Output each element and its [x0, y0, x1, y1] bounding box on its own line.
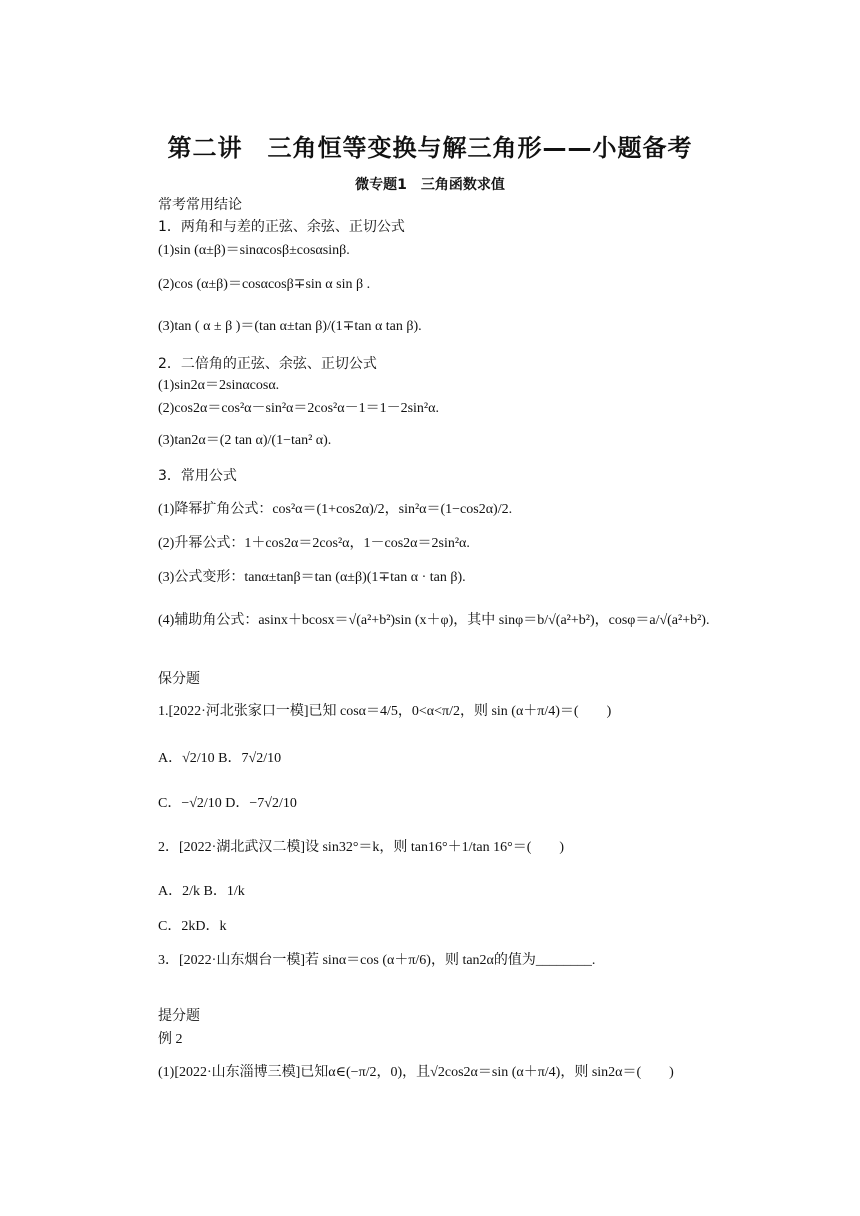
question-1: 1.[2022·河北张家口一模]已知 cosα＝4/5，0<α<π/2，则 sin (α＋π/4)＝( )	[158, 704, 612, 719]
heading-1: 1．两角和与差的正弦、余弦、正切公式	[158, 219, 405, 235]
question-1-options-ab: A．√2/10 B．7√2/10	[158, 751, 282, 766]
formula-10: (4)辅助角公式：asinx＋bcosx＝√(a²+b²)sin (x＋φ)，其中 sinφ＝b/√(a²+b²)，cosφ＝a/√(a²+b²).	[158, 613, 710, 628]
formula-5: (2)cos2α＝cos²α－sin²α＝2cos²α－1＝1－2sin²α.	[158, 401, 439, 416]
heading-2: 2．二倍角的正弦、余弦、正切公式	[158, 356, 377, 372]
formula-2: (2)cos (α±β)＝cosαcosβ∓sin α sin β .	[158, 277, 371, 292]
heading-3: 3．常用公式	[158, 468, 237, 484]
formula-3: (3)tan ( α ± β )＝(tan α±tan β)/(1∓tan α tan β).	[158, 319, 422, 334]
question-1-options-cd: C．−√2/10 D．−7√2/10	[158, 796, 297, 811]
section-basic: 保分题	[158, 671, 200, 687]
question-4: (1)[2022·山东淄博三模]已知α∈(−π/2，0)，且√2cos2α＝sin (α＋π/4)，则 sin2α＝( )	[158, 1065, 674, 1080]
formula-7: (1)降幂扩角公式：cos²α＝(1+cos2α)/2，sin²α＝(1−cos2α)/2.	[158, 502, 513, 517]
section-advanced: 提分题	[158, 1008, 200, 1024]
formula-1: (1)sin (α±β)＝sinαcosβ±cosαsinβ.	[158, 243, 350, 258]
section-common: 常考常用结论	[158, 197, 242, 213]
page-title: 第二讲 三角恒等变换与解三角形——小题备考	[167, 134, 693, 162]
formula-4: (1)sin2α＝2sinαcosα.	[158, 378, 280, 393]
formula-8: (2)升幂公式：1＋cos2α＝2cos²α，1－cos2α＝2sin²α.	[158, 536, 470, 551]
question-2-options-cd: C．2kD．k	[158, 919, 227, 934]
formula-6: (3)tan2α＝(2 tan α)/(1−tan² α).	[158, 433, 332, 448]
example-label: 例 2	[158, 1032, 183, 1047]
question-2: 2．[2022·湖北武汉二模]设 sin32°＝k，则 tan16°＋1/tan 16°＝( )	[158, 840, 565, 855]
question-3: 3．[2022·山东烟台一模]若 sinα＝cos (α＋π/6)，则 tan2α的值为________.	[158, 953, 596, 968]
subtitle: 微专题1 三角函数求值	[355, 177, 505, 193]
question-2-options-ab: A．2/k B．1/k	[158, 884, 245, 899]
formula-9: (3)公式变形：tanα±tanβ＝tan (α±β)(1∓tan α · tan β).	[158, 570, 466, 585]
